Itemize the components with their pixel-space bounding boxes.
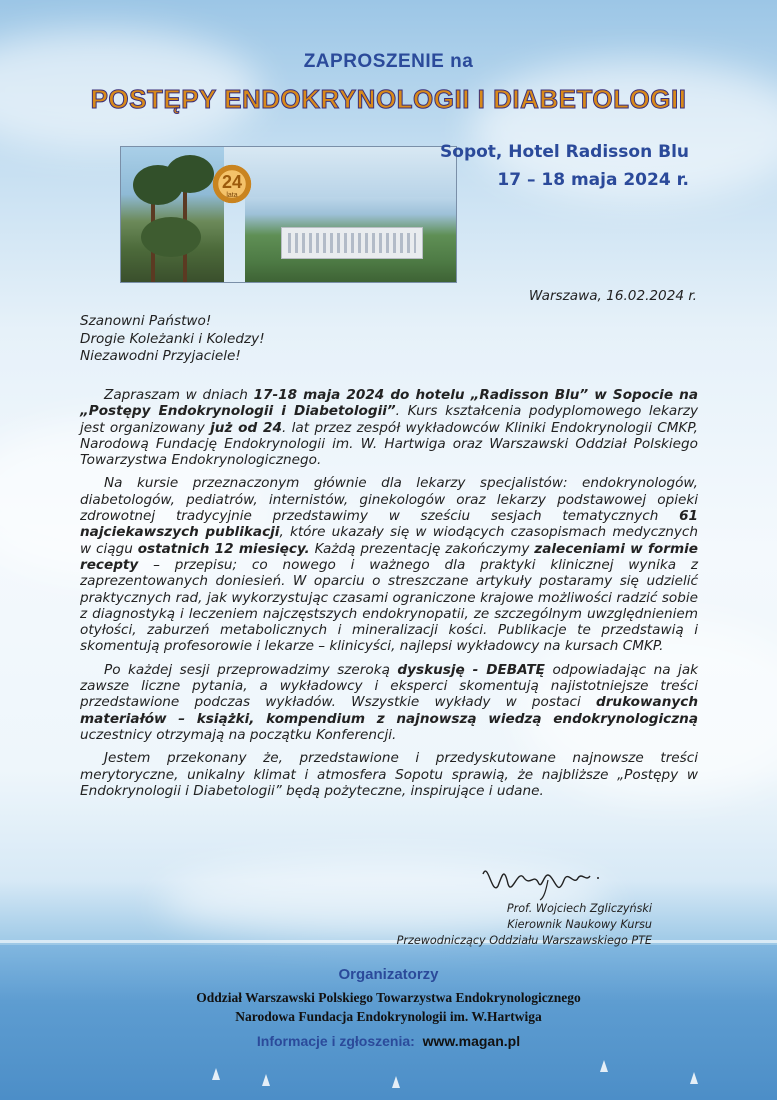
greeting-line: Drogie Koleżanki i Koledzy! bbox=[80, 330, 265, 347]
greeting-block bbox=[80, 313, 698, 366]
badge-number: 24 bbox=[221, 172, 243, 192]
sailboat-icon bbox=[262, 1074, 270, 1086]
signatory-role: Przewodniczący Oddziału Warszawskiego PTE bbox=[396, 934, 652, 947]
sailboat-icon bbox=[212, 1068, 220, 1080]
organizer-1: Oddział Warszawski Polskiego Towarzystwa Endokrynologicznego bbox=[196, 990, 581, 1005]
event-dates: 17 – 18 maja 2024 r. bbox=[497, 170, 689, 190]
sailboat-icon bbox=[600, 1060, 608, 1072]
organizer-2: Narodowa Fundacja Endokrynologii im. W.Hartwiga bbox=[235, 1009, 542, 1024]
paragraph-1: Zapraszam w dniach 17-18 maja 2024 do hotelu „Radisson Blu” w Sopocie na „Postępy Endokrynologii i Diabetologii”. Kurs kształcenia podyplomowego lekarzy jest organizowany już od 24. lat przez zespół wykładowców Kliniki Endokrynologii CMKP, Narodową Fundację Endokrynologii im. W. Hartwiga oraz Warszawski Oddział Polskiego Towarzystwa Endokrynologicznego. bbox=[80, 387, 699, 469]
hotel-building bbox=[281, 227, 423, 259]
paragraph-2: Na kursie przeznaczonym głównie dla lekarzy specjalistów: endokrynologów, diabetologów, pediatrów, internistów, ginekologów oraz lekarzy podstawowej opieki zdrowotnej tradycyjnie przedstawimy w sześciu sesjach tematycznych 61 najciekawszych publikacji, które ukazały się w wiodących czasopismach medycznych w ciągu ostatnich 12 miesięcy. Każdą prezentację zakończymy zaleceniami w formie recepty – przepisu; co nowego i ważnego dla praktyki klinicznej wynika z zaprezentowanych doniesień. W oparciu o streszczane artykuły postaramy się udzielić praktycznych rad, jak wykorzystując czasami ograniczone krajowe możliwości radzić sobie z diagnostyką i leczeniem najczęstszych endokrynopatii, ze szczególnym uwzględnieniem otyłości, zaburzeń metabolicznych i mineralizacji kości. Publikacje te przedstawią i skomentują profesorowie i lekarze – klinicyści, najlepsi wykładowcy na kursach CMKP. bbox=[80, 475, 698, 655]
signatory-name: Prof. Wojciech Zgliczyński bbox=[506, 902, 652, 915]
anniversary-badge bbox=[208, 160, 256, 208]
paragraph-3: Po każdej sesji przeprowadzimy szeroką dyskusję - DEBATĘ odpowiadając na jak zawsze liczne pytania, a wykładowcy i eksperci skomentują najistotniejsze treści przedstawione podczas wykładów. Wszystkie wykłady w postaci drukowanych materiałów – książki, kompendium z najnowszą wiedzą endokrynologiczną uczestnicy otrzymają na początku Konferencji. bbox=[80, 661, 699, 743]
letter-body bbox=[80, 387, 698, 806]
letter-date: Warszawa, 16.02.2024 r. bbox=[528, 288, 697, 304]
horizon-line bbox=[0, 940, 777, 943]
signatory-role: Kierownik Naukowy Kursu bbox=[507, 918, 652, 931]
sailboat-icon bbox=[392, 1076, 400, 1088]
invitation-title: ZAPROSZENIE na bbox=[303, 51, 474, 72]
info-label: Informacje i zgłoszenia: bbox=[256, 1033, 415, 1049]
pine-trees-photo bbox=[121, 147, 224, 282]
sailboat-icon bbox=[690, 1072, 698, 1084]
signature-block bbox=[397, 901, 652, 949]
conference-title: POSTĘPY ENDOKRYNOLOGII I DIABETOLOGII bbox=[90, 84, 687, 114]
event-location: Sopot, Hotel Radisson Blu bbox=[440, 142, 689, 162]
organizers-heading: Organizatorzy bbox=[338, 966, 439, 983]
info-line bbox=[0, 1033, 777, 1049]
venue-photo bbox=[120, 146, 457, 283]
website-link[interactable]: www.magan.pl bbox=[422, 1033, 521, 1049]
greeting-line: Szanowni Państwo! bbox=[80, 313, 212, 329]
greeting-line: Niezawodni Przyjaciele! bbox=[80, 348, 241, 364]
paragraph-4: Jestem przekonany że, przedstawione i przedyskutowane najnowsze treści merytoryczne, unikalny klimat i atmosfera Sopotu sprawią, że najbliższe „Postępy w Endokrynologii i Diabetologii” będą pożyteczne, inspirujące i udane. bbox=[80, 750, 698, 799]
handwritten-signature bbox=[478, 856, 608, 902]
badge-label: lata bbox=[226, 192, 238, 199]
